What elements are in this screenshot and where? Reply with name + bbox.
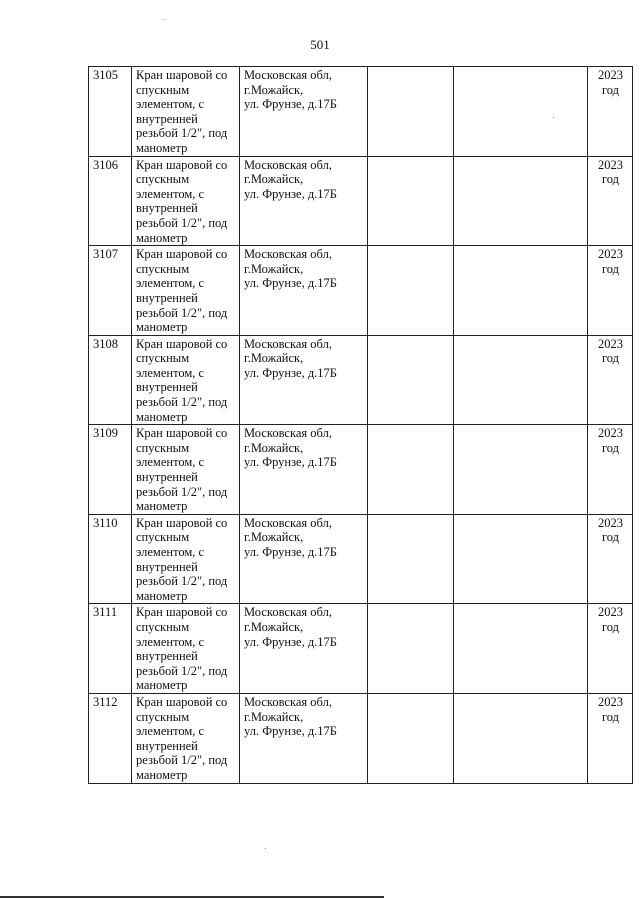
table-row: [89, 246, 633, 336]
empty-cell: [368, 67, 454, 157]
item-name-line: спускным: [136, 172, 190, 187]
row-number-cell: 3108: [89, 335, 132, 425]
year-line: год: [601, 440, 620, 455]
item-name-line: внутренней: [136, 559, 198, 574]
empty-cell: [454, 67, 588, 157]
address-cell: [240, 67, 368, 157]
item-name-line: резьбой 1/2", под: [136, 126, 228, 141]
item-name-line: Кран шаровой со: [136, 426, 228, 441]
item-name-cell: [132, 604, 240, 694]
year-cell: [588, 156, 633, 246]
address-line: ул. Фрунзе, д.17Б: [244, 634, 337, 649]
item-name-line: элементом, с: [136, 545, 205, 559]
item-name-cell: [132, 156, 240, 246]
item-name-line: спускным: [136, 619, 190, 634]
item-name-line: Кран шаровой со: [136, 694, 228, 709]
address-line: Московская обл,: [244, 694, 332, 709]
year-cell: [588, 67, 633, 157]
address-line: г.Можайск,: [244, 351, 304, 366]
address-line: Московская обл,: [244, 157, 332, 172]
year-cell: [588, 335, 633, 425]
item-name-line: манометр: [136, 767, 188, 782]
empty-cell: [368, 246, 454, 336]
item-name-line: резьбой 1/2", под: [136, 215, 228, 230]
item-name-line: манометр: [136, 499, 188, 514]
empty-cell: [368, 693, 454, 783]
address-line: ул. Фрунзе, д.17Б: [244, 186, 337, 201]
item-name-line: внутренней: [136, 738, 198, 753]
row-number-cell: 3110: [89, 514, 132, 604]
scan-speck: [265, 848, 266, 849]
empty-cell: [454, 246, 588, 336]
scan-speck: [553, 117, 554, 118]
empty-cell: [454, 604, 588, 694]
table-row: [89, 514, 633, 604]
address-line: ул. Фрунзе, д.17Б: [244, 545, 337, 559]
year-line: год: [601, 709, 620, 724]
empty-cell: [454, 693, 588, 783]
address-line: ул. Фрунзе, д.17Б: [244, 365, 337, 380]
item-name-line: резьбой 1/2", под: [136, 484, 228, 499]
item-name-line: манометр: [136, 230, 188, 245]
item-name-line: спускным: [136, 709, 190, 724]
year-line: 2023: [598, 426, 623, 441]
item-name-line: внутренней: [136, 380, 198, 395]
table-row: [89, 425, 633, 515]
address-line: г.Можайск,: [244, 172, 304, 187]
item-name-line: элементом, с: [136, 724, 205, 739]
year-line: 2023: [598, 336, 623, 351]
year-line: 2023: [598, 694, 623, 709]
year-line: 2023: [598, 247, 623, 262]
year-cell: [588, 425, 633, 515]
address-line: г.Можайск,: [244, 82, 304, 97]
item-name-cell: [132, 693, 240, 783]
row-number-cell: 3109: [89, 425, 132, 515]
item-name-line: манометр: [136, 409, 188, 424]
address-cell: [240, 335, 368, 425]
address-line: Московская обл,: [244, 605, 332, 620]
address-line: г.Можайск,: [244, 440, 304, 455]
empty-cell: [454, 425, 588, 515]
year-line: год: [601, 619, 620, 634]
address-line: ул. Фрунзе, д.17Б: [244, 97, 337, 112]
row-number-cell: 3105: [89, 67, 132, 157]
item-name-line: спускным: [136, 530, 190, 545]
year-line: год: [601, 530, 620, 545]
inventory-table: [88, 66, 633, 784]
item-name-line: резьбой 1/2", под: [136, 395, 228, 410]
item-name-cell: [132, 514, 240, 604]
year-line: год: [601, 172, 620, 187]
row-number-cell: 3112: [89, 693, 132, 783]
address-line: г.Можайск,: [244, 261, 304, 276]
year-line: 2023: [598, 515, 623, 530]
item-name-line: элементом, с: [136, 276, 205, 291]
item-name-cell: [132, 246, 240, 336]
table-row: [89, 693, 633, 783]
row-number-cell: 3111: [89, 604, 132, 694]
item-name-line: внутренней: [136, 290, 198, 305]
year-cell: [588, 693, 633, 783]
item-name-line: манометр: [136, 588, 188, 603]
year-line: год: [601, 351, 620, 366]
item-name-line: спускным: [136, 440, 190, 455]
item-name-line: Кран шаровой со: [136, 515, 228, 530]
year-line: 2023: [598, 605, 623, 620]
year-line: 2023: [598, 68, 623, 82]
year-line: год: [601, 261, 620, 276]
empty-cell: [368, 335, 454, 425]
item-name-line: Кран шаровой со: [136, 247, 228, 262]
empty-cell: [454, 156, 588, 246]
empty-cell: [368, 425, 454, 515]
address-cell: [240, 246, 368, 336]
address-line: г.Можайск,: [244, 530, 304, 545]
row-number-cell: 3106: [89, 156, 132, 246]
address-line: ул. Фрунзе, д.17Б: [244, 455, 337, 470]
table-row: [89, 604, 633, 694]
item-name-line: резьбой 1/2", под: [136, 663, 228, 678]
year-cell: [588, 604, 633, 694]
item-name-cell: [132, 335, 240, 425]
year-cell: [588, 246, 633, 336]
item-name-line: Кран шаровой со: [136, 605, 228, 620]
item-name-line: элементом, с: [136, 186, 205, 201]
address-line: Московская обл,: [244, 336, 332, 351]
item-name-line: резьбой 1/2", под: [136, 753, 228, 768]
address-cell: [240, 693, 368, 783]
address-line: ул. Фрунзе, д.17Б: [244, 276, 337, 291]
item-name-line: внутренней: [136, 111, 198, 126]
item-name-line: спускным: [136, 261, 190, 276]
address-cell: [240, 156, 368, 246]
item-name-line: манометр: [136, 140, 188, 155]
item-name-line: Кран шаровой со: [136, 336, 228, 351]
item-name-line: манометр: [136, 320, 188, 335]
table-body: [89, 67, 633, 784]
bottom-rule: [0, 896, 384, 898]
empty-cell: [368, 156, 454, 246]
item-name-line: Кран шаровой со: [136, 68, 228, 82]
table-row: [89, 335, 633, 425]
item-name-line: внутренней: [136, 201, 198, 216]
year-line: 2023: [598, 157, 623, 172]
address-line: г.Можайск,: [244, 619, 304, 634]
empty-cell: [454, 514, 588, 604]
address-line: ул. Фрунзе, д.17Б: [244, 724, 337, 739]
empty-cell: [454, 335, 588, 425]
address-cell: [240, 514, 368, 604]
empty-cell: [368, 604, 454, 694]
item-name-line: элементом, с: [136, 365, 205, 380]
item-name-line: спускным: [136, 82, 190, 97]
item-name-line: элементом, с: [136, 97, 205, 112]
item-name-line: резьбой 1/2", под: [136, 305, 228, 320]
item-name-cell: [132, 67, 240, 157]
item-name-line: внутренней: [136, 470, 198, 485]
address-cell: [240, 425, 368, 515]
page-number: 501: [310, 37, 330, 52]
address-line: г.Можайск,: [244, 709, 304, 724]
address-line: Московская обл,: [244, 426, 332, 441]
year-line: год: [601, 82, 620, 97]
row-number-cell: 3107: [89, 246, 132, 336]
scan-speck: [164, 19, 165, 20]
table-row: [89, 156, 633, 246]
item-name-cell: [132, 425, 240, 515]
year-cell: [588, 514, 633, 604]
item-name-line: манометр: [136, 678, 188, 693]
address-cell: [240, 604, 368, 694]
item-name-line: элементом, с: [136, 455, 205, 470]
item-name-line: резьбой 1/2", под: [136, 574, 228, 589]
address-line: Московская обл,: [244, 68, 332, 82]
address-line: Московская обл,: [244, 247, 332, 262]
empty-cell: [368, 514, 454, 604]
item-name-line: внутренней: [136, 649, 198, 664]
item-name-line: Кран шаровой со: [136, 157, 228, 172]
item-name-line: элементом, с: [136, 634, 205, 649]
table-row: [89, 67, 633, 157]
address-line: Московская обл,: [244, 515, 332, 530]
item-name-line: спускным: [136, 351, 190, 366]
